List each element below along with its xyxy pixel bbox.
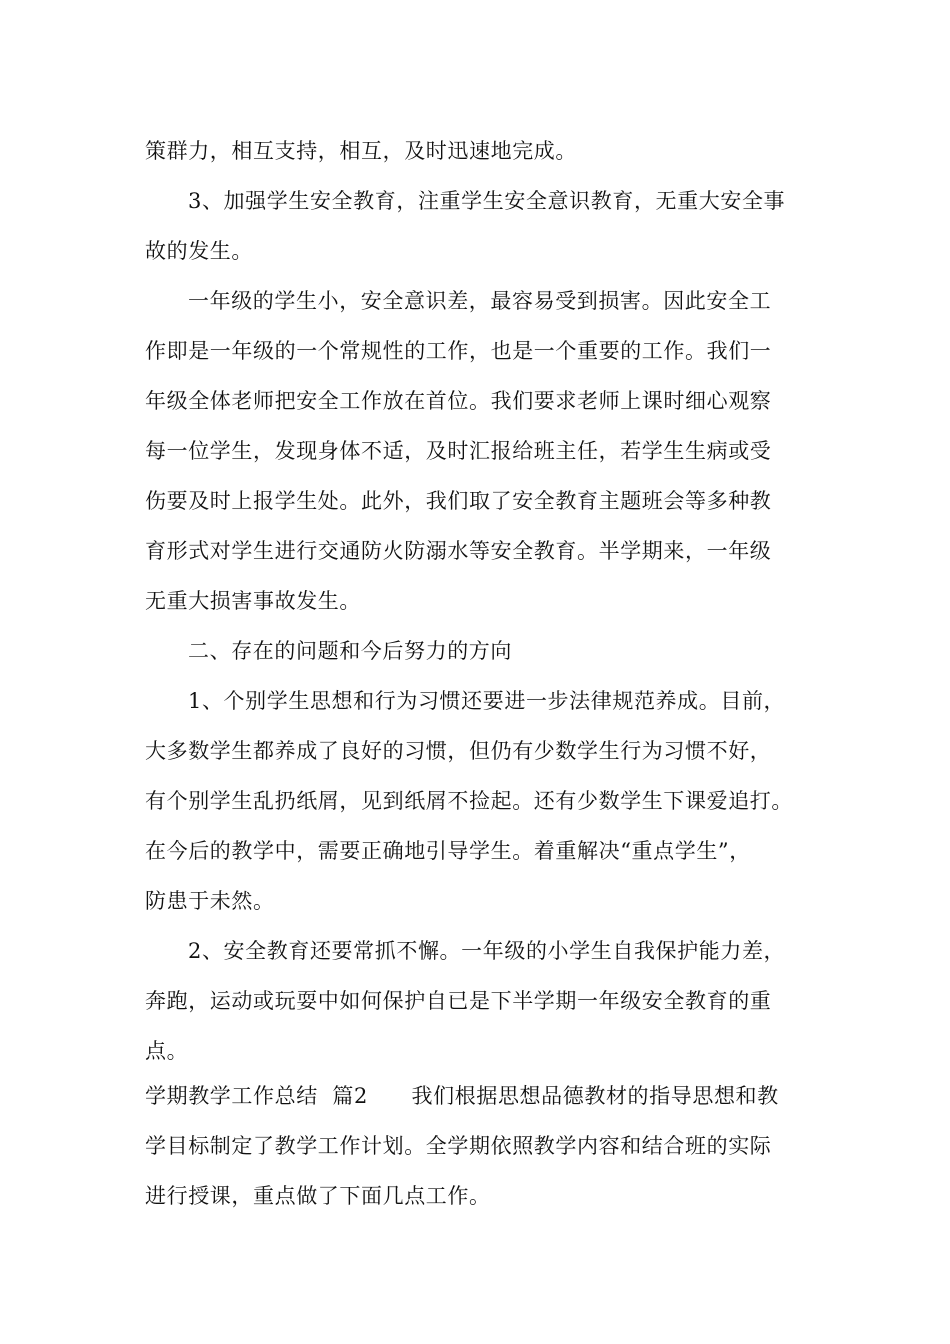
text-line: 进行授课，重点做了下面几点工作。 <box>145 1184 491 1208</box>
text-line: 伤要及时上报学生处。此外，我们取了安全教育主题班会等多种教 <box>145 489 772 513</box>
text-line: 防患于未然。 <box>145 889 275 913</box>
text-line: 无重大损害事故发生。 <box>145 589 361 613</box>
text-line: 故的发生。 <box>145 239 253 263</box>
text-line: 在今后的教学中，需要正确地引导学生。着重解决“重点学生”， <box>145 839 751 863</box>
text-line: 有个别学生乱扔纸屑，见到纸屑不捡起。还有少数学生下课爱追打。 <box>145 789 793 813</box>
text-line: 一年级的学生小，安全意识差，最容易受到损害。因此安全工 <box>188 289 772 313</box>
text-line: 大多数学生都养成了良好的习惯，但仍有少数学生行为习惯不好， <box>145 739 772 763</box>
text-line: 育形式对学生进行交通防火防溺水等安全教育。半学期来，一年级 <box>145 539 772 563</box>
text-line: 3、加强学生安全教育，注重学生安全意识教育，无重大安全事 <box>188 189 786 213</box>
section-title-line: 学期教学工作总结 篇2 我们根据思想品德教材的指导思想和教 <box>145 1084 779 1108</box>
text-line: 学目标制定了教学工作计划。全学期依照教学内容和结合班的实际 <box>145 1134 772 1158</box>
text-line: 2、安全教育还要常抓不懈。一年级的小学生自我保护能力差， <box>188 939 786 963</box>
text-line: 奔跑，运动或玩耍中如何保护自已是下半学期一年级安全教育的重 <box>145 989 772 1013</box>
text-line: 1、个别学生思想和行为习惯还要进一步法律规范养成。目前， <box>188 689 786 713</box>
text-line: 策群力，相互支持，相互，及时迅速地完成。 <box>145 139 577 163</box>
text-line: 作即是一年级的一个常规性的工作，也是一个重要的工作。我们一 <box>145 339 772 363</box>
text-line: 点。 <box>145 1039 189 1063</box>
text-line: 每一位学生，发现身体不适，及时汇报给班主任，若学生生病或受 <box>145 439 772 463</box>
section-heading: 二、存在的问题和今后努力的方向 <box>188 639 512 663</box>
text-line: 年级全体老师把安全工作放在首位。我们要求老师上课时细心观察 <box>145 389 772 413</box>
